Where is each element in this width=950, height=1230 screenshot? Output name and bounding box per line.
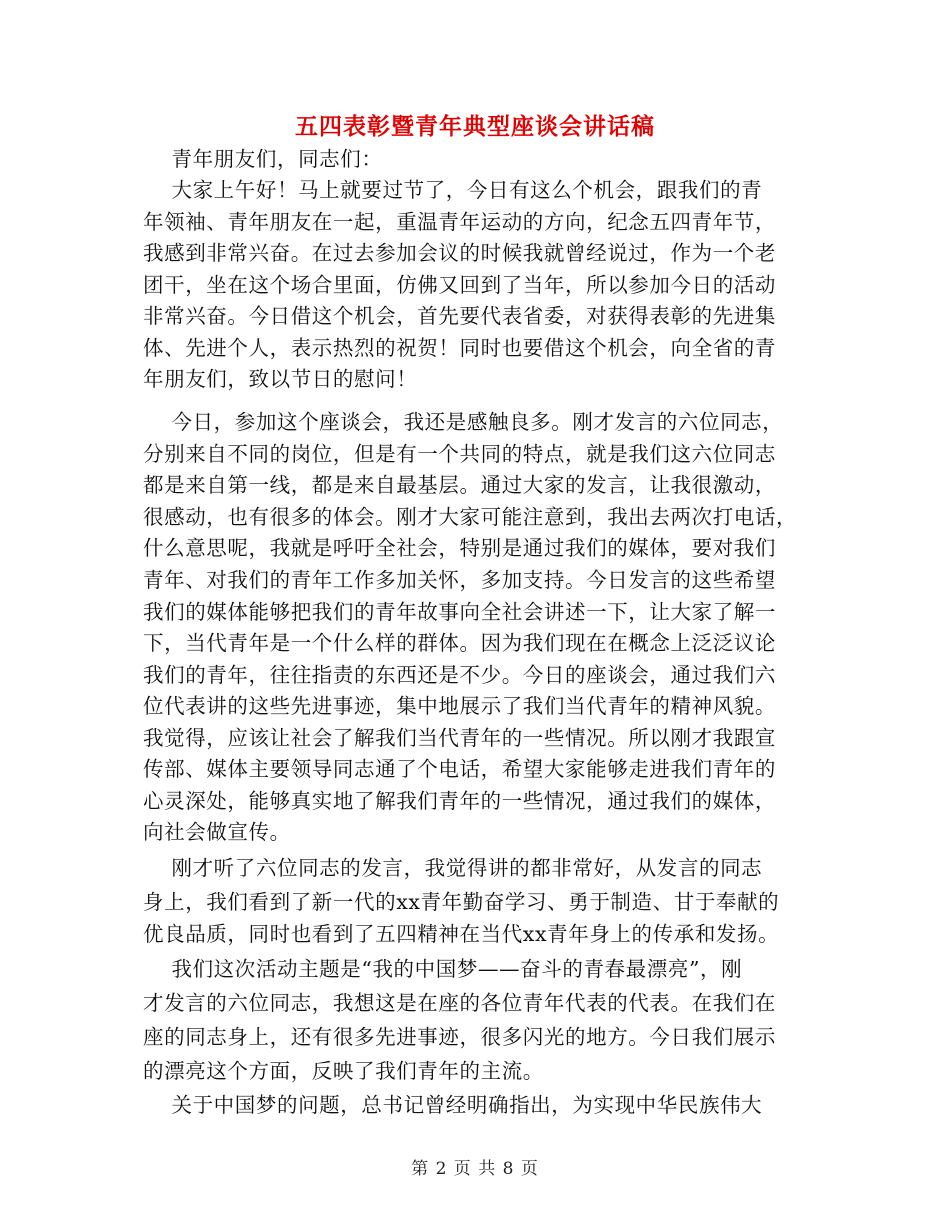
body-line-9: 今日，参加这个座谈会，我还是感触良多。刚才发言的六位同志， bbox=[143, 410, 784, 434]
body-line-5: 团干，坐在这个场合里面，仿佛又回到了当年，所以参加今日的活动 bbox=[143, 273, 776, 297]
body-line-27: 才发言的六位同志，我想这是在座的各位青年代表的代表。在我们在 bbox=[143, 991, 776, 1015]
body-line-11: 都是来自第一线，都是来自最基层。通过大家的发言，让我很激动， bbox=[143, 473, 776, 497]
body-line-24: 身上，我们看到了新一代的xx青年勤奋学习、勇于制造、甘于奉献的 bbox=[143, 890, 780, 914]
body-line-13: 什么意思呢，我就是呼吁全社会，特别是通过我们的媒体，要对我们 bbox=[143, 536, 776, 560]
body-line-20: 传部、媒体主要领导同志通了个电话，希望大家能够走进我们青年的 bbox=[143, 757, 776, 781]
body-line-19: 我觉得，应该让社会了解我们当代青年的一些情况。所以刚才我跟宣 bbox=[143, 726, 776, 750]
body-line-28: 座的同志身上，还有很多先进事迹，很多闪光的地方。今日我们展示 bbox=[143, 1025, 776, 1049]
body-line-8: 年朋友们，致以节日的慰问！ bbox=[143, 367, 418, 391]
body-line-18: 位代表讲的这些先进事迹，集中地展示了我们当代青年的精神风貌。 bbox=[143, 694, 776, 718]
body-line-4: 我感到非常兴奋。在过去参加会议的时候我就曾经说过，作为一个老 bbox=[143, 241, 776, 265]
body-line-29: 的漂亮这个方面，反映了我们青年的主流。 bbox=[143, 1059, 544, 1083]
body-line-16: 下，当代青年是一个什么样的群体。因为我们现在在概念上泛泛议论 bbox=[143, 631, 776, 655]
body-line-7: 体、先进个人，表示热烈的祝贺！同时也要借这个机会，向全省的青 bbox=[143, 336, 776, 360]
body-line-12: 很感动，也有很多的体会。刚才大家可能注意到，我出去两次打电话， bbox=[143, 505, 798, 529]
body-line-10: 分别来自不同的岗位，但是有一个共同的特点，就是我们这六位同志 bbox=[143, 442, 776, 466]
body-line-25: 优良品质，同时也看到了五四精神在当代xx青年身上的传承和发扬。 bbox=[143, 922, 780, 946]
body-line-2: 大家上午好！马上就要过节了，今日有这么个机会，跟我们的青 bbox=[143, 178, 763, 202]
body-line-14: 青年、对我们的青年工作多加关怀，多加支持。今日发言的这些希望 bbox=[143, 568, 776, 592]
body-line-3: 年领袖、青年朋友在一起，重温青年运动的方向，纪念五四青年节， bbox=[143, 210, 776, 234]
body-line-23: 刚才听了六位同志的发言，我觉得讲的都非常好，从发言的同志 bbox=[143, 856, 763, 880]
document-title: 五四表彰暨青年典型座谈会讲话稿 bbox=[295, 113, 655, 140]
body-line-21: 心灵深处，能够真实地了解我们青年的一些情况，通过我们的媒体， bbox=[143, 789, 776, 813]
body-line-26: 我们这次活动主题是“我的中国梦——奋斗的青春最漂亮”，刚 bbox=[143, 957, 743, 981]
body-line-6: 非常兴奋。今日借这个机会，首先要代表省委，对获得表彰的先进集 bbox=[143, 304, 776, 328]
body-line-30: 关于中国梦的问题，总书记曾经明确指出，为实现中华民族伟大 bbox=[143, 1093, 763, 1117]
body-line-1: 青年朋友们，同志们： bbox=[143, 147, 383, 171]
page-footer: 第 2 页 共 8 页 bbox=[411, 1159, 539, 1179]
body-line-17: 我们的青年，往往指责的东西还是不少。今日的座谈会，通过我们六 bbox=[143, 663, 776, 687]
body-line-15: 我们的媒体能够把我们的青年故事向全社会讲述一下，让大家了解一 bbox=[143, 600, 776, 624]
body-line-22: 向社会做宣传。 bbox=[143, 820, 291, 844]
